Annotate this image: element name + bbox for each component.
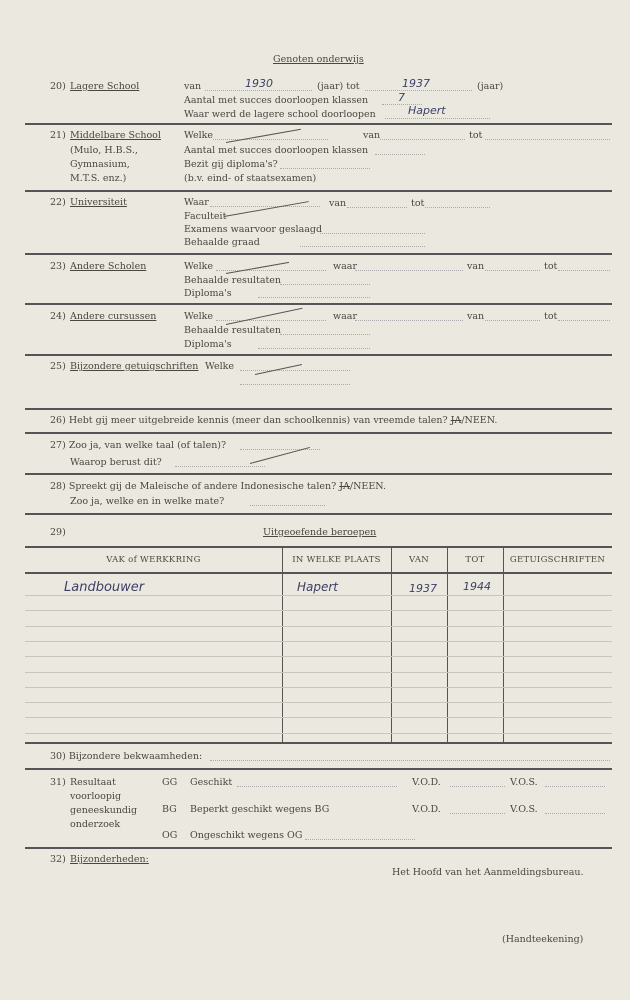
- s31-num: 31): [50, 777, 66, 788]
- s24-diplomas: Diploma's: [184, 339, 232, 350]
- table-rule: [25, 595, 612, 596]
- s22-tot: tot: [411, 198, 425, 209]
- vos-label: V.O.S.: [510, 777, 538, 788]
- s24-label: Andere cursussen: [70, 311, 157, 322]
- s26-text: 26) Hebt gij meer uitgebreide kennis (meer dan schoolkennis) van vreemde talen?: [50, 415, 448, 426]
- gg-label: Geschikt: [190, 777, 233, 788]
- s21-tot: tot: [469, 130, 483, 141]
- cell-van[interactable]: 1937: [409, 582, 437, 595]
- col-header-plaats: IN WELKE PLAATS: [292, 555, 381, 565]
- s32-label: Bijzonderheden:: [70, 854, 149, 865]
- s28-ja-struck: JA: [339, 481, 350, 492]
- table-rule: [25, 702, 612, 703]
- s20-klassen-value[interactable]: 7: [398, 91, 405, 104]
- cell-plaats[interactable]: Hapert: [297, 580, 339, 594]
- s23-label: Andere Scholen: [70, 261, 147, 272]
- signature-label: (Handteekening): [502, 934, 584, 945]
- vod-label: V.O.D.: [412, 804, 441, 815]
- col-header-tot: TOT: [465, 555, 485, 565]
- cell-vak[interactable]: Landbouwer: [64, 580, 145, 595]
- s24-num: 24): [50, 311, 66, 322]
- s20-label: Lagere School: [70, 81, 140, 92]
- s29-num: 29): [50, 527, 66, 538]
- s23-van: van: [467, 261, 485, 272]
- s27-line1: 27) Zoo ja, van welke taal (of talen)?: [50, 440, 227, 451]
- table-rule: [25, 626, 612, 627]
- s21-sub: (Mulo, H.B.S.,: [70, 145, 138, 156]
- col-header-getuigschriften: GETUIGSCHRIFTEN: [509, 555, 606, 565]
- s20-van-value[interactable]: 1930: [245, 77, 273, 90]
- s29-title: Uitgeoefende beroepen: [263, 527, 377, 538]
- s21-klassen: Aantal met succes doorloopen klassen: [184, 145, 369, 156]
- s21-bv: (b.v. eind- of staatsexamen): [184, 173, 317, 184]
- s25-label: Bijzondere getuigschriften: [70, 361, 199, 372]
- vos-label: V.O.S.: [510, 804, 538, 815]
- s23-waar: waar: [333, 261, 358, 272]
- s31-label: voorloopig: [70, 791, 122, 802]
- s28-line1: 28) Spreekt gij de Maleische of andere Indonesische talen?: [50, 481, 337, 492]
- og-label: Ongeschikt wegens OG: [190, 830, 303, 841]
- hoofd-label: Het Hoofd van het Aanmeldingsbureau.: [392, 867, 584, 878]
- cell-tot[interactable]: 1944: [463, 580, 491, 593]
- s31-label: geneeskundig: [70, 805, 138, 816]
- s21-num: 21): [50, 130, 66, 141]
- s25-welke: Welke: [205, 361, 235, 372]
- s24-tot: tot: [544, 311, 558, 322]
- s26-question: [50, 415, 497, 426]
- gg-code: GG: [162, 777, 178, 788]
- s27-line2: Waarop berust dit?: [70, 457, 162, 468]
- table-rule: [25, 717, 612, 718]
- table-rule: [25, 733, 612, 734]
- og-code: OG: [162, 830, 178, 841]
- s23-tot: tot: [544, 261, 558, 272]
- s20-waar-label: Waar werd de lagere school doorloopen: [184, 109, 376, 120]
- s20-van: van: [184, 81, 202, 92]
- s26-neen: /NEEN.: [461, 415, 498, 426]
- s23-diplomas: Diploma's: [184, 288, 232, 299]
- s31-label: Resultaat: [70, 777, 116, 788]
- s22-faculteit: Faculteit: [184, 211, 227, 222]
- bg-code: BG: [162, 804, 177, 815]
- s32-num: 32): [50, 854, 66, 865]
- s22-waar: Waar: [184, 197, 209, 208]
- s22-examens: Examens waarvoor geslaagd: [184, 224, 323, 235]
- table-rule: [25, 610, 612, 611]
- s28-neen: /NEEN.: [349, 481, 387, 492]
- col-header-vak: VAK of WERKKRING: [106, 555, 201, 565]
- s20-klassen-label: Aantal met succes doorloopen klassen: [184, 95, 369, 106]
- s20-tot-value[interactable]: 1937: [402, 77, 430, 90]
- s21-label: Middelbare School: [70, 130, 161, 141]
- table-rule: [25, 656, 612, 657]
- vod-label: V.O.D.: [412, 777, 441, 788]
- col-header-van: VAN: [408, 555, 430, 565]
- section-title: Genoten onderwijs: [273, 54, 364, 65]
- s31-label: onderzoek: [70, 819, 121, 830]
- s22-num: 22): [50, 197, 66, 208]
- s23-welke: Welke: [184, 261, 214, 272]
- s25-num: 25): [50, 361, 66, 372]
- s21-diploma: Bezit gij diploma's?: [184, 159, 278, 170]
- s21-welke: Welke: [184, 130, 214, 141]
- s20-num: 20): [50, 81, 66, 92]
- s20-jaar: (jaar): [477, 81, 504, 92]
- s21-sub: Gymnasium,: [70, 159, 130, 170]
- s23-resultaten: Behaalde resultaten: [184, 275, 282, 286]
- s20-waar-value[interactable]: Hapert: [408, 104, 446, 117]
- s26-ja-struck: JA: [450, 415, 462, 426]
- table-rule: [25, 641, 612, 642]
- table-rule: [25, 672, 612, 673]
- s22-label: Universiteit: [70, 197, 127, 208]
- s30-text: 30) Bijzondere bekwaamheden:: [50, 751, 203, 762]
- s24-resultaten: Behaalde resultaten: [184, 325, 282, 336]
- s24-van: van: [467, 311, 485, 322]
- s28-line2: Zoo ja, welke en in welke mate?: [70, 496, 225, 507]
- table-rule: [25, 687, 612, 688]
- s24-welke: Welke: [184, 311, 214, 322]
- s22-graad: Behaalde graad: [184, 237, 260, 248]
- s21-sub: M.T.S. enz.): [70, 173, 127, 184]
- bg-label: Beperkt geschikt wegens BG: [190, 804, 330, 815]
- s21-van: van: [363, 130, 381, 141]
- s23-num: 23): [50, 261, 66, 272]
- s20-jaar-tot: (jaar) tot: [317, 81, 360, 92]
- s24-waar: waar: [333, 311, 358, 322]
- s22-van: van: [329, 198, 347, 209]
- s28-question: [50, 481, 386, 492]
